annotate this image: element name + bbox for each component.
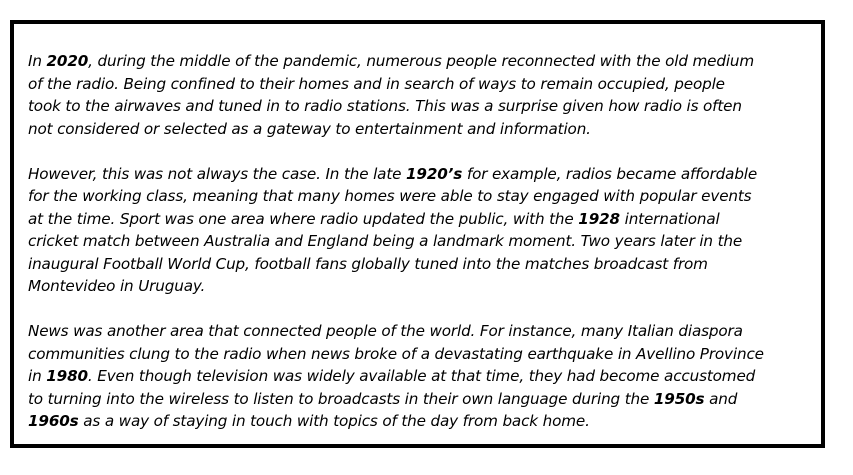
text-run: to turning into the wireless to listen to broadcasts in their own language during the <box>28 389 654 408</box>
document-body <box>28 50 821 433</box>
text-line <box>28 95 824 118</box>
text-line <box>28 343 824 366</box>
text-line <box>28 163 824 186</box>
text-run: . Even though television was widely available at that time, they had become accustomed <box>87 367 756 385</box>
text-line <box>28 365 824 388</box>
text-run: In <box>28 52 47 70</box>
text-run: took to the airwaves and tuned in to radio stations. This was a surprise given how radio is often <box>28 97 742 115</box>
text-run: not considered or selected as a gateway to entertainment and information. <box>28 119 591 138</box>
text-run: News was another area that connected people of the world. For instance, many Italian diaspora <box>28 322 743 340</box>
text-run: for example, radios became affordable <box>462 164 758 183</box>
bold-date: 1928 <box>578 209 620 228</box>
paragraph <box>28 50 824 140</box>
text-line <box>28 275 824 298</box>
text-run: and <box>704 389 738 408</box>
text-line <box>28 388 824 411</box>
text-run: cricket match between Australia and England being a landmark moment. Two years later in the <box>28 232 743 250</box>
text-line <box>28 208 824 231</box>
text-line <box>28 73 824 96</box>
paragraph <box>28 163 824 298</box>
text-run: inaugural Football World Cup, football fans globally tuned into the matches broadcast from <box>28 254 708 273</box>
text-run: for the working class, meaning that many homes were able to stay engaged with popular events <box>28 187 752 205</box>
bold-date: 1950s <box>653 389 705 408</box>
text-run: as a way of staying in touch with topics of the day from back home. <box>78 412 590 430</box>
text-line <box>28 118 824 141</box>
text-line <box>28 320 824 343</box>
bold-date: 2020 <box>46 52 89 70</box>
bold-date: 1920’s <box>406 164 463 183</box>
text-run: in <box>28 367 47 385</box>
text-line <box>28 253 824 276</box>
text-run: Montevideo in Uruguay. <box>28 277 206 295</box>
text-run: , during the middle of the pandemic, numerous people reconnected with the old medium <box>88 52 755 70</box>
text-line <box>28 230 824 253</box>
text-run: However, this was not always the case. In the late <box>28 164 407 183</box>
text-run: international <box>619 209 720 228</box>
text-line <box>28 50 824 73</box>
bold-date: 1980 <box>46 367 88 385</box>
text-line <box>28 185 824 208</box>
text-line <box>28 410 824 433</box>
text-run: communities clung to the radio when news broke of a devastating earthquake in Avellino Province <box>28 344 764 363</box>
text-run: of the radio. Being confined to their homes and in search of ways to remain occupied, people <box>28 74 725 93</box>
paragraph <box>28 320 824 433</box>
text-run: at the time. Sport was one area where radio updated the public, with the <box>28 209 579 228</box>
bold-date: 1960s <box>28 412 79 430</box>
text-box <box>10 20 825 448</box>
